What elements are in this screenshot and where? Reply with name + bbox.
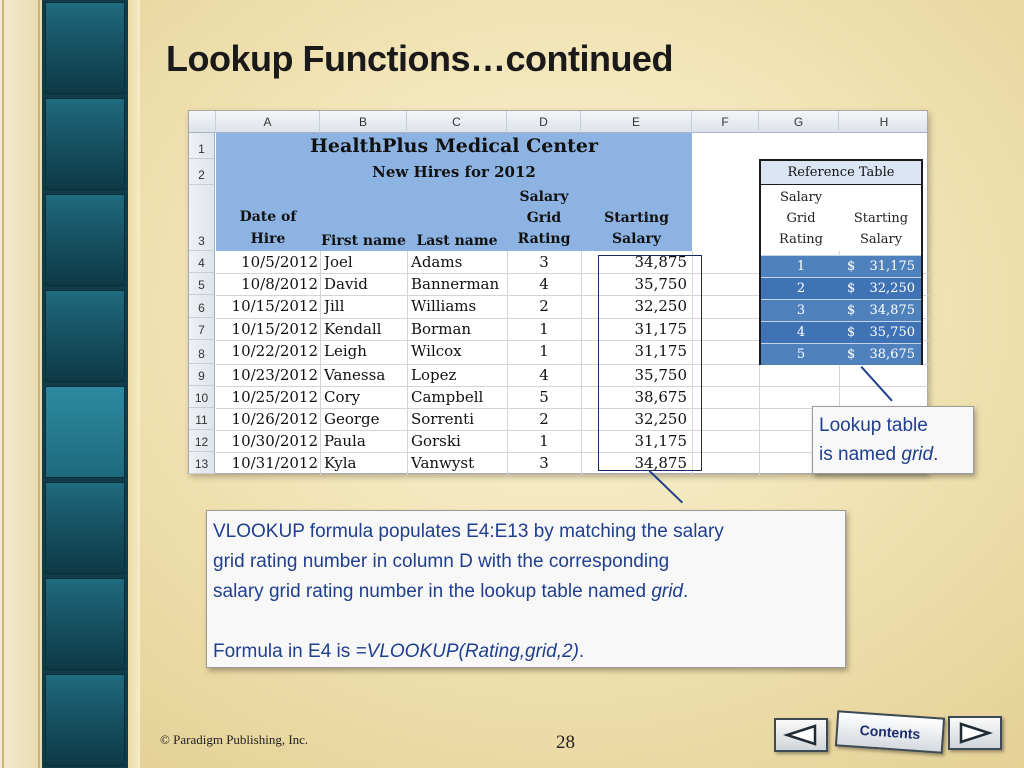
report-title: HealthPlus Medical Center	[309, 135, 599, 157]
report-subtitle: New Hires for 2012	[372, 163, 536, 181]
cell-last: Vanwyst	[411, 454, 475, 472]
cell-salary: 38,675	[634, 388, 687, 406]
col-heading-rating-line1: Salary	[519, 189, 569, 205]
cell-date: 10/23/2012	[231, 366, 318, 384]
callout-lookup-line1: Lookup table	[819, 415, 928, 436]
connector-line	[649, 470, 683, 503]
row-number: 6	[189, 295, 215, 318]
cell-date: 10/15/2012	[231, 297, 318, 315]
cell-last: Williams	[411, 297, 477, 315]
cell-salary: 34,875	[634, 454, 687, 472]
next-slide-button[interactable]	[948, 716, 1002, 750]
cell-rating: 4	[539, 275, 549, 293]
cell-rating: 1	[539, 320, 549, 338]
cell-date: 10/22/2012	[231, 342, 318, 360]
reference-row	[761, 277, 921, 299]
cell-first: Leigh	[324, 342, 367, 360]
ref-cell-currency: $	[847, 303, 856, 318]
row-number: 2	[189, 159, 215, 185]
row-number: 12	[189, 430, 215, 452]
ref-cell-salary: 35,750	[869, 325, 915, 340]
ref-heading-rating-line2: Grid	[786, 211, 816, 226]
col-header-h: H	[879, 115, 889, 129]
cell-first: Kendall	[324, 320, 382, 338]
filmstrip-cells	[42, 0, 128, 768]
cell-date: 10/5/2012	[241, 253, 318, 271]
results-highlight-box	[598, 255, 702, 471]
row-number: 7	[189, 318, 215, 340]
col-heading-salary-line1: Starting	[604, 210, 669, 226]
cell-date: 10/30/2012	[231, 432, 318, 450]
cell-last: Borman	[411, 320, 472, 338]
prev-arrow-icon	[783, 724, 819, 746]
cell-date: 10/26/2012	[231, 410, 318, 428]
col-header-g: G	[759, 111, 839, 133]
formula-text-line4: Formula in E4 is =VLOOKUP(Rating,grid,2).	[213, 641, 585, 662]
cell-salary: 32,250	[634, 410, 687, 428]
col-header-f: F	[692, 111, 759, 133]
callout-formula	[206, 510, 846, 668]
formula-text-line3: salary grid rating number in the lookup table named grid.	[213, 581, 689, 602]
ref-cell-rating: 4	[796, 325, 806, 340]
cell-salary: 32,250	[634, 297, 687, 315]
formula-text-line2: grid rating number in column D with the corresponding	[213, 551, 670, 572]
cell-last: Adams	[411, 253, 463, 271]
col-heading-rating-line2: Grid	[526, 210, 562, 226]
cell-first: George	[324, 410, 380, 428]
cell-last: Lopez	[411, 366, 457, 384]
cell-first: Joel	[324, 253, 353, 271]
row-number: 10	[189, 386, 215, 408]
col-header-e: E	[581, 111, 692, 133]
reference-row	[761, 343, 921, 365]
cell-date: 10/8/2012	[241, 275, 318, 293]
ref-cell-currency: $	[847, 325, 856, 340]
select-all-corner	[189, 111, 216, 133]
col-header-b: B	[320, 111, 407, 133]
ref-cell-salary: 31,175	[869, 259, 915, 274]
cell-salary: 35,750	[634, 275, 687, 293]
ref-cell-rating: 5	[796, 347, 806, 362]
cell-first: Paula	[324, 432, 366, 450]
cell-rating: 5	[539, 388, 549, 406]
ref-cell-currency: $	[847, 281, 856, 296]
cell-salary: 31,175	[634, 342, 687, 360]
next-arrow-icon	[957, 722, 993, 744]
row-number: 9	[189, 364, 215, 386]
cell-rating: 3	[539, 253, 549, 271]
col-heading-date-line2: Hire	[250, 231, 286, 247]
row-number: 4	[189, 251, 215, 273]
cell-date: 10/25/2012	[231, 388, 318, 406]
cell-last: Campbell	[411, 388, 484, 406]
ref-heading-rating-line1: Salary	[779, 190, 823, 205]
cell-first: Jill	[324, 297, 345, 315]
cell-salary: 31,175	[634, 432, 687, 450]
ref-cell-rating: 3	[796, 303, 806, 318]
cell-rating: 3	[539, 454, 549, 472]
col-heading-first-name: First name	[321, 233, 406, 249]
row-number: 5	[189, 273, 215, 295]
reference-table-title: Reference Table	[761, 161, 921, 185]
cell-salary: 31,175	[634, 320, 687, 338]
row-number: 13	[189, 452, 215, 474]
cell-last: Wilcox	[411, 342, 462, 360]
reference-table	[759, 159, 923, 365]
col-heading-date-line1: Date of	[239, 209, 297, 225]
col-header-a: A	[216, 111, 320, 133]
previous-slide-button[interactable]	[774, 718, 828, 752]
cell-rating: 2	[539, 410, 549, 428]
cell-salary: 34,875	[634, 253, 687, 271]
col-header-d: D	[507, 111, 581, 133]
ref-heading-salary-line2: Salary	[859, 232, 903, 247]
row-number: 8	[189, 340, 215, 364]
col-heading-last-name: Last name	[416, 233, 498, 249]
slide-title: Lookup Functions…continued	[166, 38, 673, 79]
cell-first: Vanessa	[324, 366, 386, 384]
cell-first: David	[324, 275, 368, 293]
cell-first: Kyla	[324, 454, 357, 472]
cell-date: 10/31/2012	[231, 454, 318, 472]
row-number: 1	[189, 133, 215, 159]
cell-date: 10/15/2012	[231, 320, 318, 338]
cell-last: Gorski	[411, 432, 461, 450]
callout-lookup-line2: is named grid.	[819, 444, 939, 465]
contents-button[interactable]: Contents	[835, 710, 945, 753]
copyright-footer: © Paradigm Publishing, Inc.	[160, 732, 309, 747]
ref-cell-salary: 32,250	[869, 281, 915, 296]
decorative-filmstrip	[0, 0, 140, 768]
cell-first: Cory	[324, 388, 361, 406]
page-number: 28	[556, 732, 575, 753]
ref-cell-rating: 1	[796, 259, 806, 274]
filmstrip-border	[0, 0, 42, 768]
ref-cell-salary: 38,675	[869, 347, 915, 362]
ref-heading-rating-line3: Rating	[779, 232, 823, 247]
reference-row	[761, 255, 921, 277]
callout-lookup-table	[812, 406, 974, 474]
col-heading-salary-line2: Salary	[611, 231, 662, 247]
cell-salary: 35,750	[634, 366, 687, 384]
ref-cell-currency: $	[847, 347, 856, 362]
cell-rating: 2	[539, 297, 549, 315]
row-number: 3	[189, 185, 215, 251]
reference-row	[761, 299, 921, 321]
cell-rating: 1	[539, 342, 549, 360]
ref-cell-salary: 34,875	[869, 303, 915, 318]
cell-rating: 4	[539, 366, 549, 384]
ref-heading-salary-line1: Starting	[853, 211, 909, 226]
reference-row	[761, 321, 921, 343]
column-header-row	[189, 111, 927, 133]
formula-text-line1: VLOOKUP formula populates E4:E13 by matching the salary	[213, 521, 724, 542]
col-header-c: C	[407, 111, 507, 133]
ref-cell-rating: 2	[796, 281, 806, 296]
row-number: 11	[189, 408, 215, 430]
ref-cell-currency: $	[847, 259, 856, 274]
cell-last: Bannerman	[411, 275, 500, 293]
col-heading-rating-line3: Rating	[517, 231, 571, 247]
cell-last: Sorrenti	[411, 410, 475, 428]
cell-rating: 1	[539, 432, 549, 450]
